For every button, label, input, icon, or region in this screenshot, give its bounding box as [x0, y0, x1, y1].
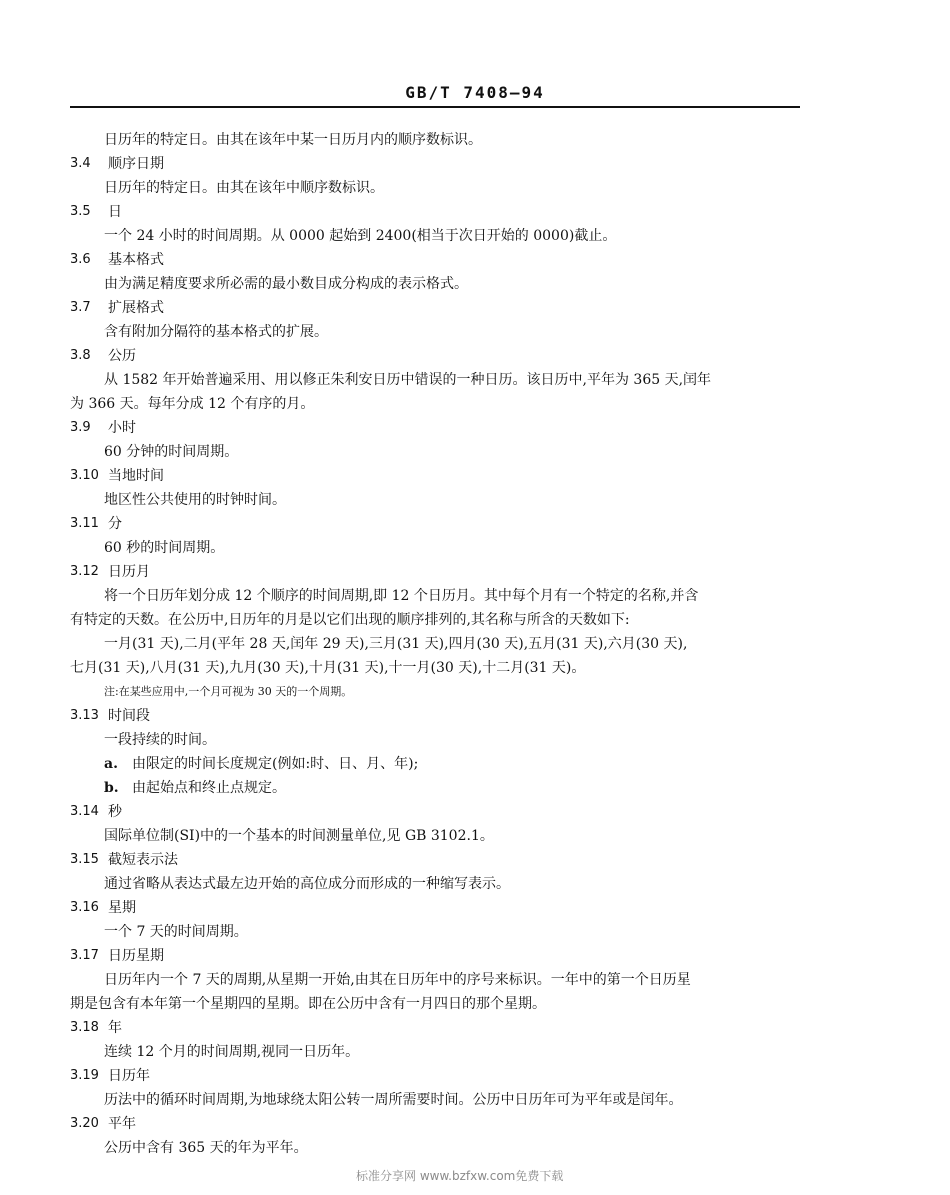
clause-number: 3.6: [70, 252, 91, 267]
clause-3-11: [70, 512, 810, 536]
clause-term: 平年: [108, 1116, 136, 1132]
clause-number: 3.15: [70, 852, 99, 867]
clause-term: 日历年: [108, 1068, 150, 1084]
clause-3-16: [70, 896, 810, 920]
definition-text: 日历年的特定日。由其在该年中某一日历月内的顺序数标识。: [104, 132, 482, 148]
clause-number: 3.7: [70, 300, 91, 315]
clause-3-7: [70, 296, 810, 320]
definition-text: 公历中含有 365 天的年为平年。: [104, 1140, 308, 1156]
page-header-standard-number: GB/T 7408—94: [405, 83, 545, 102]
definition-text: 含有附加分隔符的基本格式的扩展。: [104, 324, 328, 340]
clause-term: 星期: [108, 900, 136, 916]
site-watermark: 标准分享网 www.bzfxw.com免费下载: [356, 1169, 564, 1183]
definition-text: 将一个日历年划分成 12 个顺序的时间周期,即 12 个日历月。其中每个月有一个特定的名称,并含: [104, 588, 699, 604]
definition-text: 从 1582 年开始普遍采用、用以修正朱利安日历中错误的一种日历。该日历中,平年为 365 天,闰年: [104, 372, 712, 388]
definition-text: 通过省略从表达式最左边开始的高位成分而形成的一种缩写表示。: [104, 876, 510, 892]
clause-3-6: [70, 248, 810, 272]
month-list: 一月(31 天),二月(平年 28 天,闰年 29 天),三月(31 天),四月(30 天),五月(31 天),六月(30 天),: [104, 636, 688, 652]
definition-text: 由为满足精度要求所必需的最小数目成分构成的表示格式。: [104, 276, 468, 292]
clause-term: 基本格式: [108, 252, 164, 268]
clause-term: 日: [108, 204, 122, 220]
clause-number: 3.5: [70, 204, 91, 219]
clause-term: 年: [108, 1020, 122, 1036]
clause-term: 分: [108, 516, 122, 532]
clause-3-10: [70, 464, 810, 488]
list-item-label: a.: [104, 756, 118, 772]
clause-3-18: [70, 1016, 810, 1040]
definition-text: 日历年的特定日。由其在该年中顺序数标识。: [104, 180, 384, 196]
clause-3-15: [70, 848, 810, 872]
clause-number: 3.10: [70, 468, 99, 483]
definition-text: 一段持续的时间。: [104, 732, 216, 748]
definition-text: 国际单位制(SI)中的一个基本的时间测量单位,见 GB 3102.1。: [104, 828, 494, 844]
definition-text-continued: 有特定的天数。在公历中,日历年的月是以它们出现的顺序排列的,其名称与所含的天数如下:: [70, 612, 630, 628]
clause-term: 公历: [108, 348, 136, 364]
definition-text: 连续 12 个月的时间周期,视同一日历年。: [104, 1044, 360, 1060]
list-item: [70, 752, 810, 776]
clause-number: 3.13: [70, 708, 99, 723]
list-item-text: 由起始点和终止点规定。: [132, 780, 286, 796]
definition-text: 一个 7 天的时间周期。: [104, 924, 248, 940]
clause-number: 3.20: [70, 1116, 99, 1131]
clause-note: 注:在某些应用中,一个月可视为 30 天的一个周期。: [104, 685, 353, 698]
list-item: [70, 776, 810, 800]
definition-text: 历法中的循环时间周期,为地球绕太阳公转一周所需要时间。公历中日历年可为平年或是闰年。: [104, 1092, 683, 1108]
clause-number: 3.17: [70, 948, 99, 963]
header-rule: [70, 106, 800, 108]
clause-term: 顺序日期: [108, 156, 164, 172]
clause-term: 时间段: [108, 708, 150, 724]
clause-number: 3.11: [70, 516, 99, 531]
list-item-label: b.: [104, 780, 119, 796]
clause-3-17: [70, 944, 810, 968]
clause-term: 扩展格式: [108, 300, 164, 316]
clause-term: 小时: [108, 420, 136, 436]
list-item-text: 由限定的时间长度规定(例如:时、日、月、年);: [132, 756, 419, 772]
clause-3-13: [70, 704, 810, 728]
definition-text: 日历年内一个 7 天的周期,从星期一开始,由其在日历年中的序号来标识。一年中的第一个日历星: [104, 972, 691, 988]
clause-term: 日历星期: [108, 948, 164, 964]
definition-text-continued: 为 366 天。每年分成 12 个有序的月。: [70, 396, 315, 412]
clause-number: 3.18: [70, 1020, 99, 1035]
clause-3-12: [70, 560, 810, 584]
clause-number: 3.19: [70, 1068, 99, 1083]
clause-number: 3.9: [70, 420, 91, 435]
definition-text: 一个 24 小时的时间周期。从 0000 起始到 2400(相当于次日开始的 0000)截止。: [104, 228, 617, 244]
clause-term: 秒: [108, 804, 122, 820]
clause-3-4: [70, 152, 810, 176]
month-list-continued: 七月(31 天),八月(31 天),九月(30 天),十月(31 天),十一月(30 天),十二月(31 天)。: [70, 660, 586, 676]
clause-number: 3.4: [70, 156, 91, 171]
clause-number: 3.12: [70, 564, 99, 579]
clause-term: 当地时间: [108, 468, 164, 484]
clause-number: 3.14: [70, 804, 99, 819]
clause-term: 截短表示法: [108, 852, 178, 868]
clause-3-9: [70, 416, 810, 440]
clause-3-5: [70, 200, 810, 224]
definition-text: 60 分钟的时间周期。: [104, 444, 239, 460]
definition-text: 地区性公共使用的时钟时间。: [104, 492, 286, 508]
clause-number: 3.8: [70, 348, 91, 363]
clause-3-19: [70, 1064, 810, 1088]
clause-3-20: [70, 1112, 810, 1136]
definition-text-continued: 期是包含有本年第一个星期四的星期。即在公历中含有一月四日的那个星期。: [70, 996, 546, 1012]
clause-3-8: [70, 344, 810, 368]
clause-3-14: [70, 800, 810, 824]
definition-text: 60 秒的时间周期。: [104, 540, 225, 556]
document-body: [70, 128, 810, 1160]
clause-term: 日历月: [108, 564, 150, 580]
clause-number: 3.16: [70, 900, 99, 915]
